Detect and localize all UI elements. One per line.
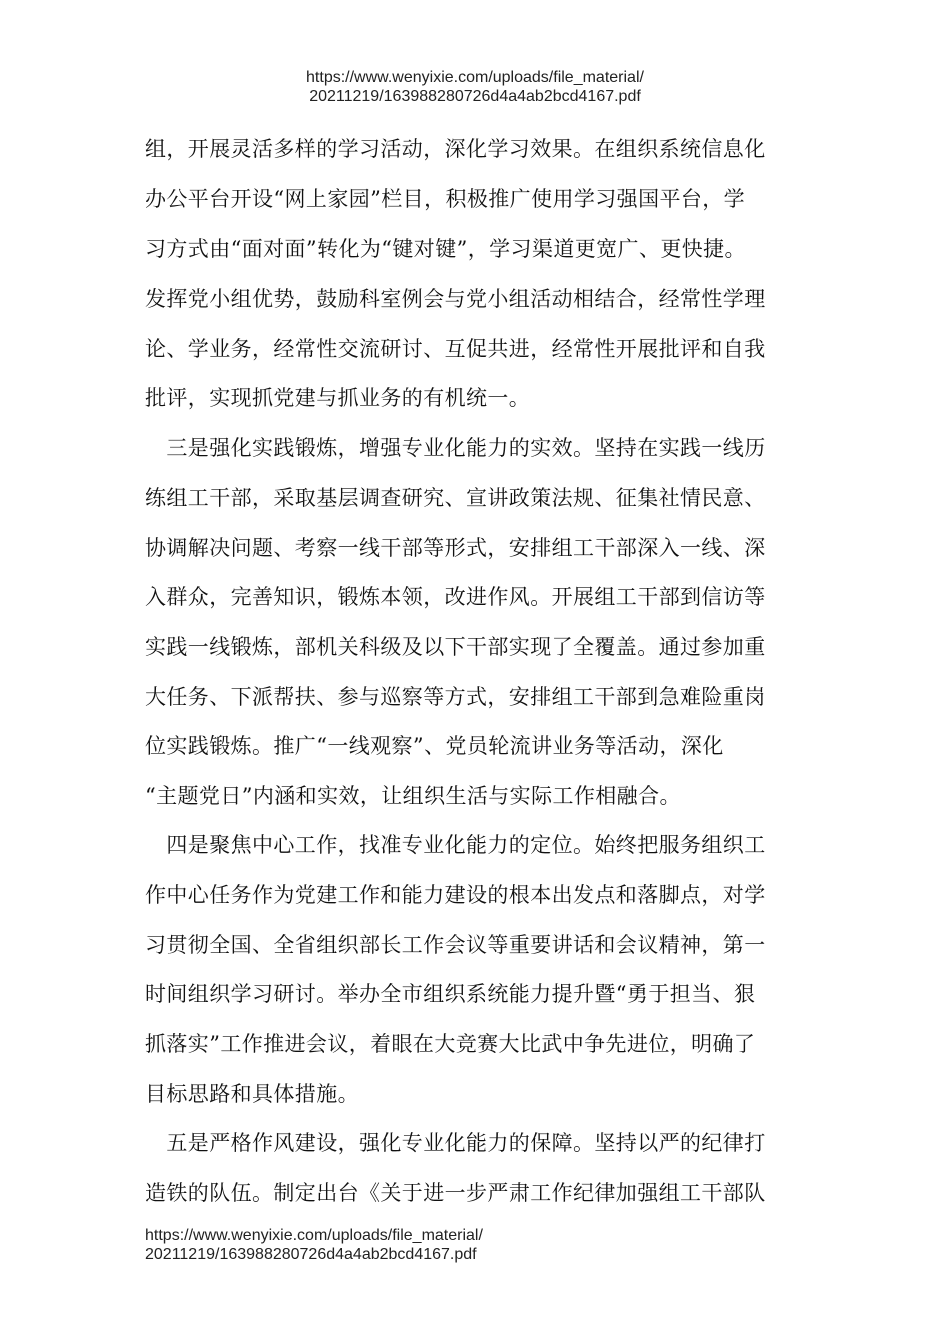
header-url-line-1[interactable]: https://www.wenyixie.com/uploads/file_material/: [306, 69, 644, 86]
text-line: 造铁的队伍。制定出台《关于进一步严肃工作纪律加强组工干部队: [145, 1181, 766, 1205]
footer-url-line-2[interactable]: 20211219/163988280726d4a4ab2bcd4167.pdf: [145, 1246, 477, 1263]
text-line: 办公平台开设“网上家园”栏目，积极推广使用学习强国平台，学: [145, 187, 746, 211]
paragraph-start-line: 四是聚焦中心工作，找准专业化能力的定位。始终把服务组织工: [145, 833, 766, 857]
paragraph-start-line: 三是强化实践锻炼，增强专业化能力的实效。坚持在实践一线历: [145, 436, 766, 460]
text-line: “主题党日”内涵和实效，让组织生活与实际工作相融合。: [145, 784, 681, 808]
header-url[interactable]: [0, 68, 950, 106]
text-line: 入群众，完善知识，锻炼本领，改进作风。开展组工干部到信访等: [145, 585, 766, 609]
text-line: 目标思路和具体措施。: [145, 1082, 359, 1106]
footer-url[interactable]: [145, 1226, 483, 1264]
text-line: 组，开展灵活多样的学习活动，深化学习效果。在组织系统信息化: [145, 137, 766, 161]
text-line: 大任务、下派帮扶、参与巡察等方式，安排组工干部到急难险重岗: [145, 685, 766, 709]
text-line: 论、学业务，经常性交流研讨、互促共进，经常性开展批评和自我: [145, 337, 766, 361]
text-line: 发挥党小组优势，鼓励科室例会与党小组活动相结合，经常性学理: [145, 287, 766, 311]
text-line: 实践一线锻炼，部机关科级及以下干部实现了全覆盖。通过参加重: [145, 635, 766, 659]
text-line: 抓落实”工作推进会议，着眼在大竞赛大比武中争先进位，明确了: [145, 1032, 756, 1056]
footer-url-line-1[interactable]: https://www.wenyixie.com/uploads/file_material/: [145, 1227, 483, 1244]
text-line: 习贯彻全国、全省组织部长工作会议等重要讲话和会议精神，第一: [145, 933, 766, 957]
text-line: 批评，实现抓党建与抓业务的有机统一。: [145, 386, 531, 410]
text-line: 时间组织学习研讨。举办全市组织系统能力提升暨“勇于担当、狠: [145, 982, 756, 1006]
text-line: 习方式由“面对面”转化为“键对键”，学习渠道更宽广、更快捷。: [145, 237, 746, 261]
text-line: 作中心任务作为党建工作和能力建设的根本出发点和落脚点，对学: [145, 883, 766, 907]
text-line: 协调解决问题、考察一线干部等形式，安排组工干部深入一线、深: [145, 536, 766, 560]
header-url-line-2[interactable]: 20211219/163988280726d4a4ab2bcd4167.pdf: [309, 88, 641, 105]
text-line: 位实践锻炼。推广“一线观察”、党员轮流讲业务等活动，深化: [145, 734, 724, 758]
paragraph-start-line: 五是严格作风建设，强化专业化能力的保障。坚持以严的纪律打: [145, 1131, 766, 1155]
text-line: 练组工干部，采取基层调查研究、宣讲政策法规、征集社情民意、: [145, 486, 766, 510]
